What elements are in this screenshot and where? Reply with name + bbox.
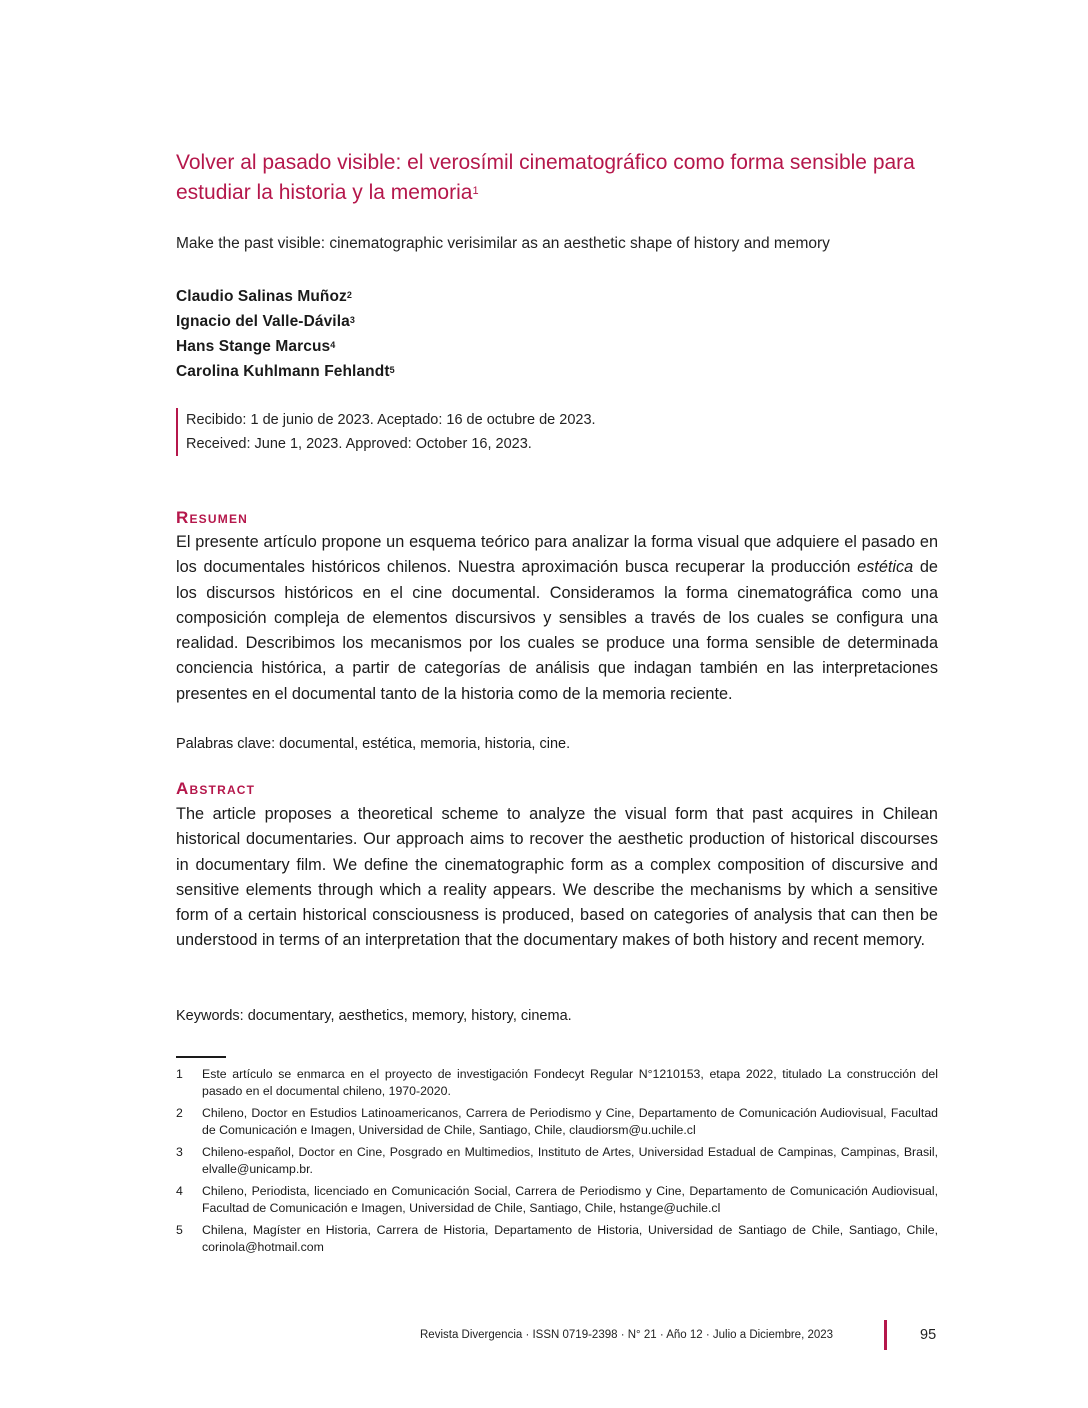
footnote-text: Este artículo se enmarca en el proyecto de investigación Fondecyt Regular N°1210153, etapa 2022, titulado La construcción del pasado en el documental chileno, 1970-2020. xyxy=(202,1067,938,1098)
resumen-text xyxy=(176,530,938,707)
footnote-text: Chileno-español, Doctor en Cine, Posgrado en Multimedios, Instituto de Artes, Universidad Estadual de Campinas, Campinas, Brasil, elvalle@unicamp.br. xyxy=(202,1145,938,1176)
abstract-text: The article proposes a theoretical scheme to analyze the visual form that past acquires in Chilean historical documentaries. Our approach aims to recover the aesthetic production of historical discourses in documentary film. We define the cinematographic form as a complex composition of discursive and sensitive elements through which a reality appears. We describe the mechanisms by which a sensitive form of a certain historical consciousness is produced, based on categories of analysis that can then be understood in terms of an interpretation that the documentary makes of both history and recent memory. xyxy=(176,805,938,950)
author-name: Claudio Salinas Muñoz xyxy=(176,288,347,305)
resumen-heading: Resumen xyxy=(176,508,249,527)
dates-english: Received: June 1, 2023. Approved: October 16, 2023. xyxy=(186,436,532,452)
resumen-text-part: de los discursos históricos en el cine documental. Consideramos la forma cinematográfica como una composición compleja de elementos discursivos y sensibles a través de los cuales se configura una realidad. Describimos los mecanismos por los cuales se produce una forma sensible de determinada conciencia histórica, a partir de categorías de análisis que indagan también en las interpretaciones presentes en el documental tanto de la historia como de la memoria reciente. xyxy=(176,558,938,703)
dates-spanish: Recibido: 1 de junio de 2023. Aceptado: 16 de octubre de 2023. xyxy=(186,412,596,428)
footer-divider xyxy=(884,1320,887,1350)
author-name: Hans Stange Marcus xyxy=(176,338,331,355)
footnote-number: 5 xyxy=(176,1223,183,1237)
keywords: Keywords: documentary, aesthetics, memory, history, cinema. xyxy=(176,1008,572,1024)
author xyxy=(176,284,395,309)
footnote-text: Chileno, Doctor en Estudios Latinoamericanos, Carrera de Periodismo y Cine, Departamento de Comunicación Audiovisual, Facultad de Comunicación e Imagen, Universidad de Chile, Santiago, Chile, claudiorsm@u.uchile.cl xyxy=(202,1106,938,1137)
author xyxy=(176,359,395,384)
journal-footer: Revista Divergencia · ISSN 0719-2398 · N° 21 · Año 12 · Julio a Diciembre, 2023 xyxy=(420,1329,834,1341)
author xyxy=(176,309,395,334)
author-footnote-ref[interactable]: 2 xyxy=(346,290,352,300)
author-footnote-ref[interactable]: 5 xyxy=(389,365,395,375)
footnote-text: Chilena, Magíster en Historia, Carrera de Historia, Departamento de Historia, Universidad de Santiago de Chile, Santiago, Chile, corinola@hotmail.com xyxy=(202,1223,938,1254)
footnote xyxy=(176,1222,938,1256)
author-name: Carolina Kuhlmann Fehlandt xyxy=(176,363,390,380)
abstract-heading: Abstract xyxy=(176,779,256,798)
footnote-number: 1 xyxy=(176,1067,183,1081)
author-footnote-ref[interactable]: 3 xyxy=(349,315,355,325)
footnote-text: Chileno, Periodista, licenciado en Comunicación Social, Carrera de Periodismo y Cine, Departamento de Comunicación Audiovisual, Facultad de Comunicación e Imagen, Universidad de Chile, Santiago, Chile, hstange@uchile.cl xyxy=(202,1184,938,1215)
author-name: Ignacio del Valle-Dávila xyxy=(176,313,350,330)
footnote xyxy=(176,1183,938,1217)
footnote-number: 3 xyxy=(176,1145,183,1159)
footnote-number: 4 xyxy=(176,1184,183,1198)
footnote xyxy=(176,1105,938,1139)
article-title-text: Volver al pasado visible: el verosímil cinematográfico como forma sensible para estudiar la historia y la memoria xyxy=(176,151,915,204)
title-footnote-ref[interactable]: 1 xyxy=(472,185,479,197)
palabras-clave: Palabras clave: documental, estética, memoria, historia, cine. xyxy=(176,736,571,752)
resumen-italic: estética xyxy=(857,558,914,577)
footnote-divider xyxy=(176,1056,226,1058)
author-list xyxy=(176,284,395,384)
author-footnote-ref[interactable]: 4 xyxy=(330,340,336,350)
page-number: 95 xyxy=(920,1327,937,1343)
author xyxy=(176,334,395,359)
article-subtitle: Make the past visible: cinematographic verisimilar as an aesthetic shape of history and memory xyxy=(176,235,830,252)
resumen-text-part: El presente artículo propone un esquema teórico para analizar la forma visual que adquiere el pasado en los documentales históricos chilenos. Nuestra aproximación busca recuperar la producción xyxy=(176,533,938,577)
submission-dates xyxy=(176,408,596,456)
footnotes xyxy=(176,1066,938,1261)
footnote xyxy=(176,1144,938,1178)
article-title xyxy=(176,148,946,208)
footnote-number: 2 xyxy=(176,1106,183,1120)
footnote xyxy=(176,1066,938,1100)
